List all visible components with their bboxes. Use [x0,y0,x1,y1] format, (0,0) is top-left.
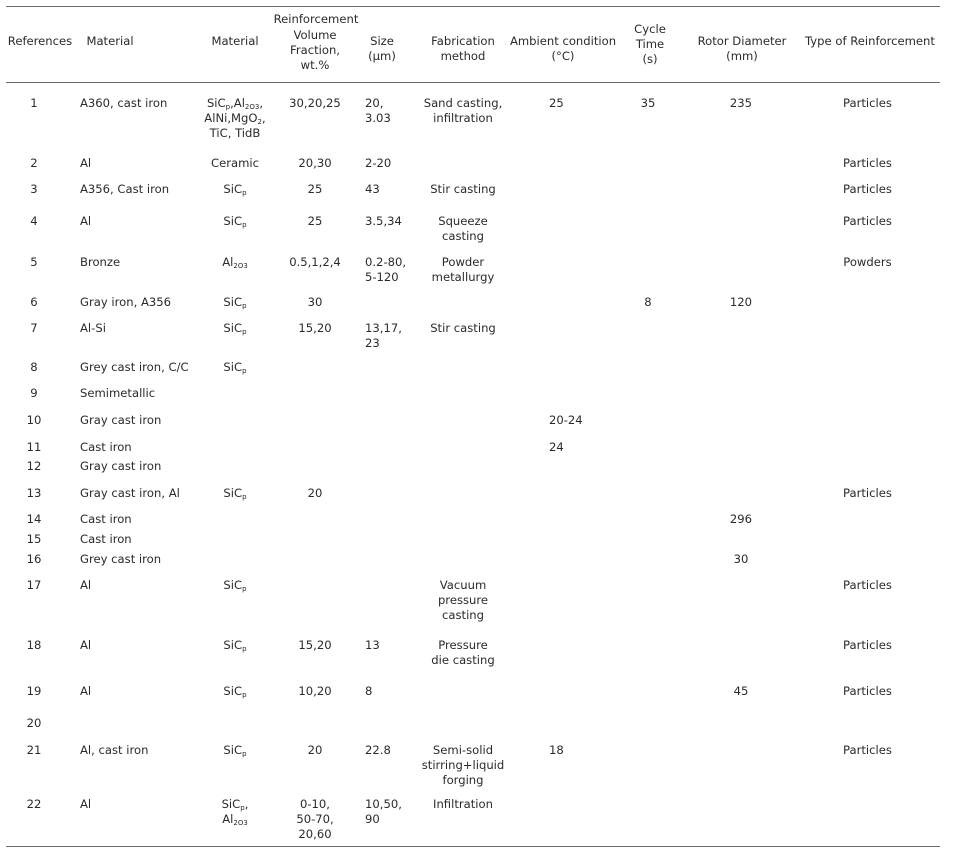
row-4-type-cell: Particles [843,214,892,228]
row-21-type-cell: Particles [843,743,892,757]
row-5-rmat-cell: $Al_{2O3}$ [222,255,248,270]
row-18-size-cell: 13 [365,638,380,652]
row-17-fab-cell: Vacuum pressure casting [437,578,489,622]
header-rotor-diameter: Rotor Diameter (mm) [697,34,787,63]
row-19-type-cell: Particles [843,684,892,698]
row-3-ref-cell: 3 [30,182,38,196]
header-ambient-condition: Ambient condition (°C) [509,34,617,63]
row-19-size-cell: 8 [365,684,373,698]
row-2-ref-cell: 2 [30,156,38,170]
row-1-amb-cell: 25 [549,96,564,110]
row-6-ref-cell: 6 [30,295,38,309]
row-22-size-cell: 10,50, 90 [365,797,402,826]
row-22-mat-cell: Al [80,797,92,811]
table-bottom-rule [6,846,940,847]
row-10-mat-cell: Gray cast iron [80,413,162,427]
row-7-size-cell: 13,17, 23 [365,321,402,350]
row-4-rmat-cell: SiC$_p$ [223,214,247,229]
row-1-ref-cell: 1 [30,96,38,110]
row-18-ref-cell: 18 [26,638,42,652]
row-1-size-cell: 20, 3.03 [365,96,391,125]
row-1-type-cell: Particles [843,96,892,110]
row-13-rmat-cell: SiC$_p$ [223,486,247,501]
row-9-ref-cell: 9 [30,386,38,400]
row-17-mat-cell: Al [80,578,92,592]
row-8-mat-cell: Grey cast iron, C/C [80,360,189,374]
header-fabrication-method: Fabrication method [431,34,495,63]
row-21-vf-cell: 20 [307,743,323,757]
row-14-rotor-cell: 296 [729,512,753,526]
row-13-mat-cell: Gray cast iron, Al [80,486,180,500]
row-3-vf-cell: 25 [307,182,323,196]
header-volume-fraction: Volume Fraction, wt.% [290,28,340,72]
row-18-fab-cell: Pressure die casting [431,638,495,667]
row-10-amb-cell: 20-24 [549,413,583,427]
header-type-of-reinforcement: Type of Reinforcement [805,34,935,48]
row-2-mat-cell: Al [80,156,92,170]
header-size: Size (µm) [368,34,396,63]
row-21-ref-cell: 21 [26,743,42,757]
row-7-vf-cell: 15,20 [298,321,332,335]
row-19-ref-cell: 19 [26,684,42,698]
row-22-rmat-cell: SiC$_p$, $Al_{2O3}$ [221,797,249,827]
row-17-type-cell: Particles [843,578,892,592]
row-14-ref-cell: 14 [26,512,42,526]
header-reinforcement-material: Material [211,34,259,48]
row-19-rotor-cell: 45 [733,684,749,698]
row-15-ref-cell: 15 [26,532,42,546]
row-2-rmat-cell: Ceramic [211,156,259,170]
row-7-rmat-cell: SiC$_p$ [223,321,247,336]
row-18-rmat-cell: SiC$_p$ [223,638,247,653]
row-19-vf-cell: 10,20 [298,684,332,698]
table-top-rule [6,6,940,7]
row-1-fab-cell: Sand casting, infiltration [423,96,503,125]
header-cycle-time: Cycle Time (s) [634,22,666,66]
row-7-ref-cell: 7 [30,321,38,335]
row-12-ref-cell: 12 [26,459,42,473]
row-1-rmat-cell: $SiC_p,Al_{2O3}$, AlNi,MgO$_2$, TiC, TidB [204,96,266,140]
row-5-vf-cell: 0.5,1,2,4 [289,255,341,269]
row-17-ref-cell: 17 [26,578,42,592]
row-9-mat-cell: Semimetallic [80,386,156,400]
row-16-rotor-cell: 30 [733,552,749,566]
row-1-mat-cell: A360, cast iron [80,96,168,110]
row-18-vf-cell: 15,20 [298,638,332,652]
row-4-size-cell: 3.5,34 [365,214,402,228]
row-18-mat-cell: Al [80,638,92,652]
header-bottom-rule [6,82,940,83]
row-4-vf-cell: 25 [307,214,323,228]
row-3-mat-cell: A356, Cast iron [80,182,170,196]
row-6-vf-cell: 30 [307,295,323,309]
row-22-ref-cell: 22 [26,797,42,811]
row-20-ref-cell: 20 [26,716,42,730]
row-5-fab-cell: Powder metallurgy [431,255,495,284]
header-material: Material [86,34,134,48]
row-21-size-cell: 22.8 [365,743,391,757]
row-13-type-cell: Particles [843,486,892,500]
row-21-amb-cell: 18 [549,743,564,757]
row-2-vf-cell: 20,30 [298,156,332,170]
row-15-mat-cell: Cast iron [80,532,132,546]
row-16-mat-cell: Grey cast iron [80,552,162,566]
row-11-ref-cell: 11 [26,440,42,454]
row-3-type-cell: Particles [843,182,892,196]
row-5-type-cell: Powders [843,255,892,269]
row-19-rmat-cell: SiC$_p$ [223,684,247,699]
row-11-mat-cell: Cast iron [80,440,132,454]
row-1-rotor-cell: 235 [729,96,753,110]
row-6-cyc-cell: 8 [644,295,652,309]
row-14-mat-cell: Cast iron [80,512,132,526]
row-7-fab-cell: Stir casting [430,321,496,335]
row-21-rmat-cell: SiC$_p$ [223,743,247,758]
row-5-ref-cell: 5 [30,255,38,269]
row-2-type-cell: Particles [843,156,892,170]
row-11-amb-cell: 24 [549,440,564,454]
row-6-mat-cell: Gray iron, A356 [80,295,172,309]
row-16-ref-cell: 16 [26,552,42,566]
header-references: References [7,34,73,48]
row-4-mat-cell: Al [80,214,92,228]
row-12-mat-cell: Gray cast iron [80,459,162,473]
row-8-ref-cell: 8 [30,360,38,374]
header-reinforcement-group: Reinforcement [273,12,359,26]
row-22-fab-cell: Infiltration [433,797,493,811]
row-8-rmat-cell: SiC$_p$ [223,360,247,375]
row-5-mat-cell: Bronze [80,255,121,269]
row-4-ref-cell: 4 [30,214,38,228]
row-17-rmat-cell: SiC$_p$ [223,578,247,593]
row-18-type-cell: Particles [843,638,892,652]
row-1-vf-cell: 30,20,25 [289,96,341,110]
row-4-fab-cell: Squeeze casting [438,214,488,243]
row-5-size-cell: 0.2-80, 5-120 [365,255,407,284]
row-3-size-cell: 43 [365,182,380,196]
row-2-size-cell: 2-20 [365,156,392,170]
row-1-cyc-cell: 35 [640,96,656,110]
row-3-fab-cell: Stir casting [430,182,496,196]
row-22-vf-cell: 0-10, 50-70, 20,60 [296,797,334,841]
row-13-vf-cell: 20 [307,486,323,500]
row-6-rotor-cell: 120 [729,295,753,309]
row-21-mat-cell: Al, cast iron [80,743,149,757]
row-21-fab-cell: Semi-solid stirring+liquid forging [421,743,505,787]
row-6-rmat-cell: SiC$_p$ [223,295,247,310]
row-3-rmat-cell: SiC$_p$ [223,182,247,197]
row-7-mat-cell: Al-Si [80,321,106,335]
row-19-mat-cell: Al [80,684,92,698]
row-13-ref-cell: 13 [26,486,42,500]
row-10-ref-cell: 10 [26,413,42,427]
